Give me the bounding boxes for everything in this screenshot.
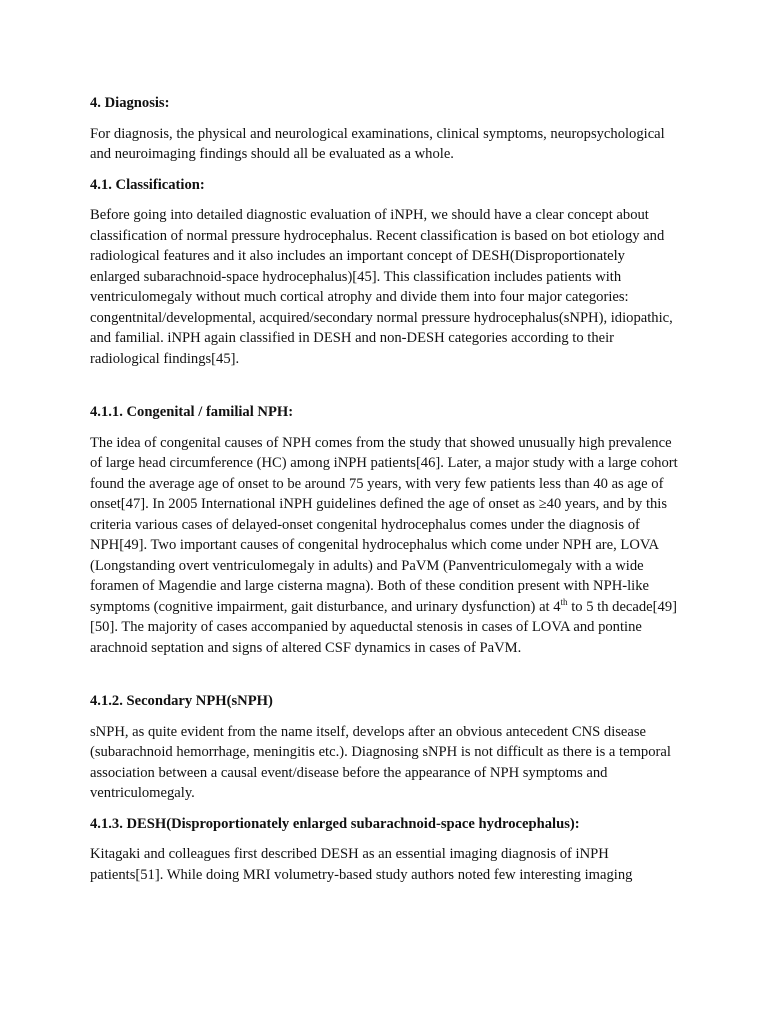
section-heading-diagnosis: 4. Diagnosis:: [90, 95, 170, 111]
paragraph-secondary: sNPH, as quite evident from the name itself, develops after an obvious antecedent CNS disease (subarachnoid hemorrhage, meningitis etc.). Diagnosing sNPH is not difficult as there is a temporal association between a causal event/disease before the appearance of NPH symptoms and ventriculomegaly.: [90, 723, 671, 801]
superscript-th: th: [560, 596, 568, 607]
section-heading-congenital: 4.1.1. Congenital / familial NPH:: [90, 404, 294, 420]
paragraph-congenital-part1: The idea of congenital causes of NPH comes from the study that showed unusually high prevalence of large head circumference (HC) among iNPH patients[46]. Later, a major study with a large cohort found the average age of onset to be around 75 years, with very few patients less than 40 as age of onset[47]. In 2005 International iNPH guidelines defined the age of onset as ≥40 years, and by this criteria various cases of delayed-onset congenital hydrocephalus comes under the diagnosis of NPH[49]. Two important causes of congenital hydrocephalus which come under NPH are, LOVA (Longstanding overt ventriculomegaly in adults) and PaVM (Panventriculomegaly with a wide foramen of Magendie and large cisterna magna). Both of these condition present with NPH-like symptoms (cognitive impairment, gait disturbance, and urinary dysfunction) at 4: [90, 434, 678, 615]
paragraph-congenital: [90, 433, 678, 659]
paragraph-desh: Kitagaki and colleagues first described DESH as an essential imaging diagnosis of iNPH patients[51]. While doing MRI volumetry-based study authors noted few interesting imaging: [90, 846, 633, 883]
document-page: [90, 93, 678, 885]
section-heading-secondary: 4.1.2. Secondary NPH(sNPH): [90, 693, 273, 709]
section-heading-classification: 4.1. Classification:: [90, 176, 205, 193]
section-heading-desh: 4.1.3. DESH(Disproportionately enlarged subarachnoid-space hydrocephalus):: [90, 815, 580, 832]
paragraph-classification: Before going into detailed diagnostic evaluation of iNPH, we should have a clear concept about classification of normal pressure hydrocephalus. Recent classification is based on bot etiology and radiological features and it also includes an important concept of DESH(Disproportionately enlarged subarachnoid-space hydrocephalus)[45]. This classification includes patients with ventriculomegaly without much cortical atrophy and divide them into four major categories: congentnital/developmental, acquired/secondary normal pressure hydrocephalus(sNPH), idiopathic, and familial. iNPH again classified in DESH and non-DESH categories according to their radiological findings[45].: [90, 207, 673, 367]
paragraph-congenital-part2: to 5 th decade[49][50]. The majority of cases accompanied by aqueductal stenosis in cases of LOVA and pontine arachnoid septation and signs of altered CSF dynamics in cases of PaVM.: [90, 598, 677, 656]
paragraph-diagnosis: For diagnosis, the physical and neurological examinations, clinical symptoms, neuropsychological and neuroimaging findings should all be evaluated as a whole.: [90, 125, 665, 162]
